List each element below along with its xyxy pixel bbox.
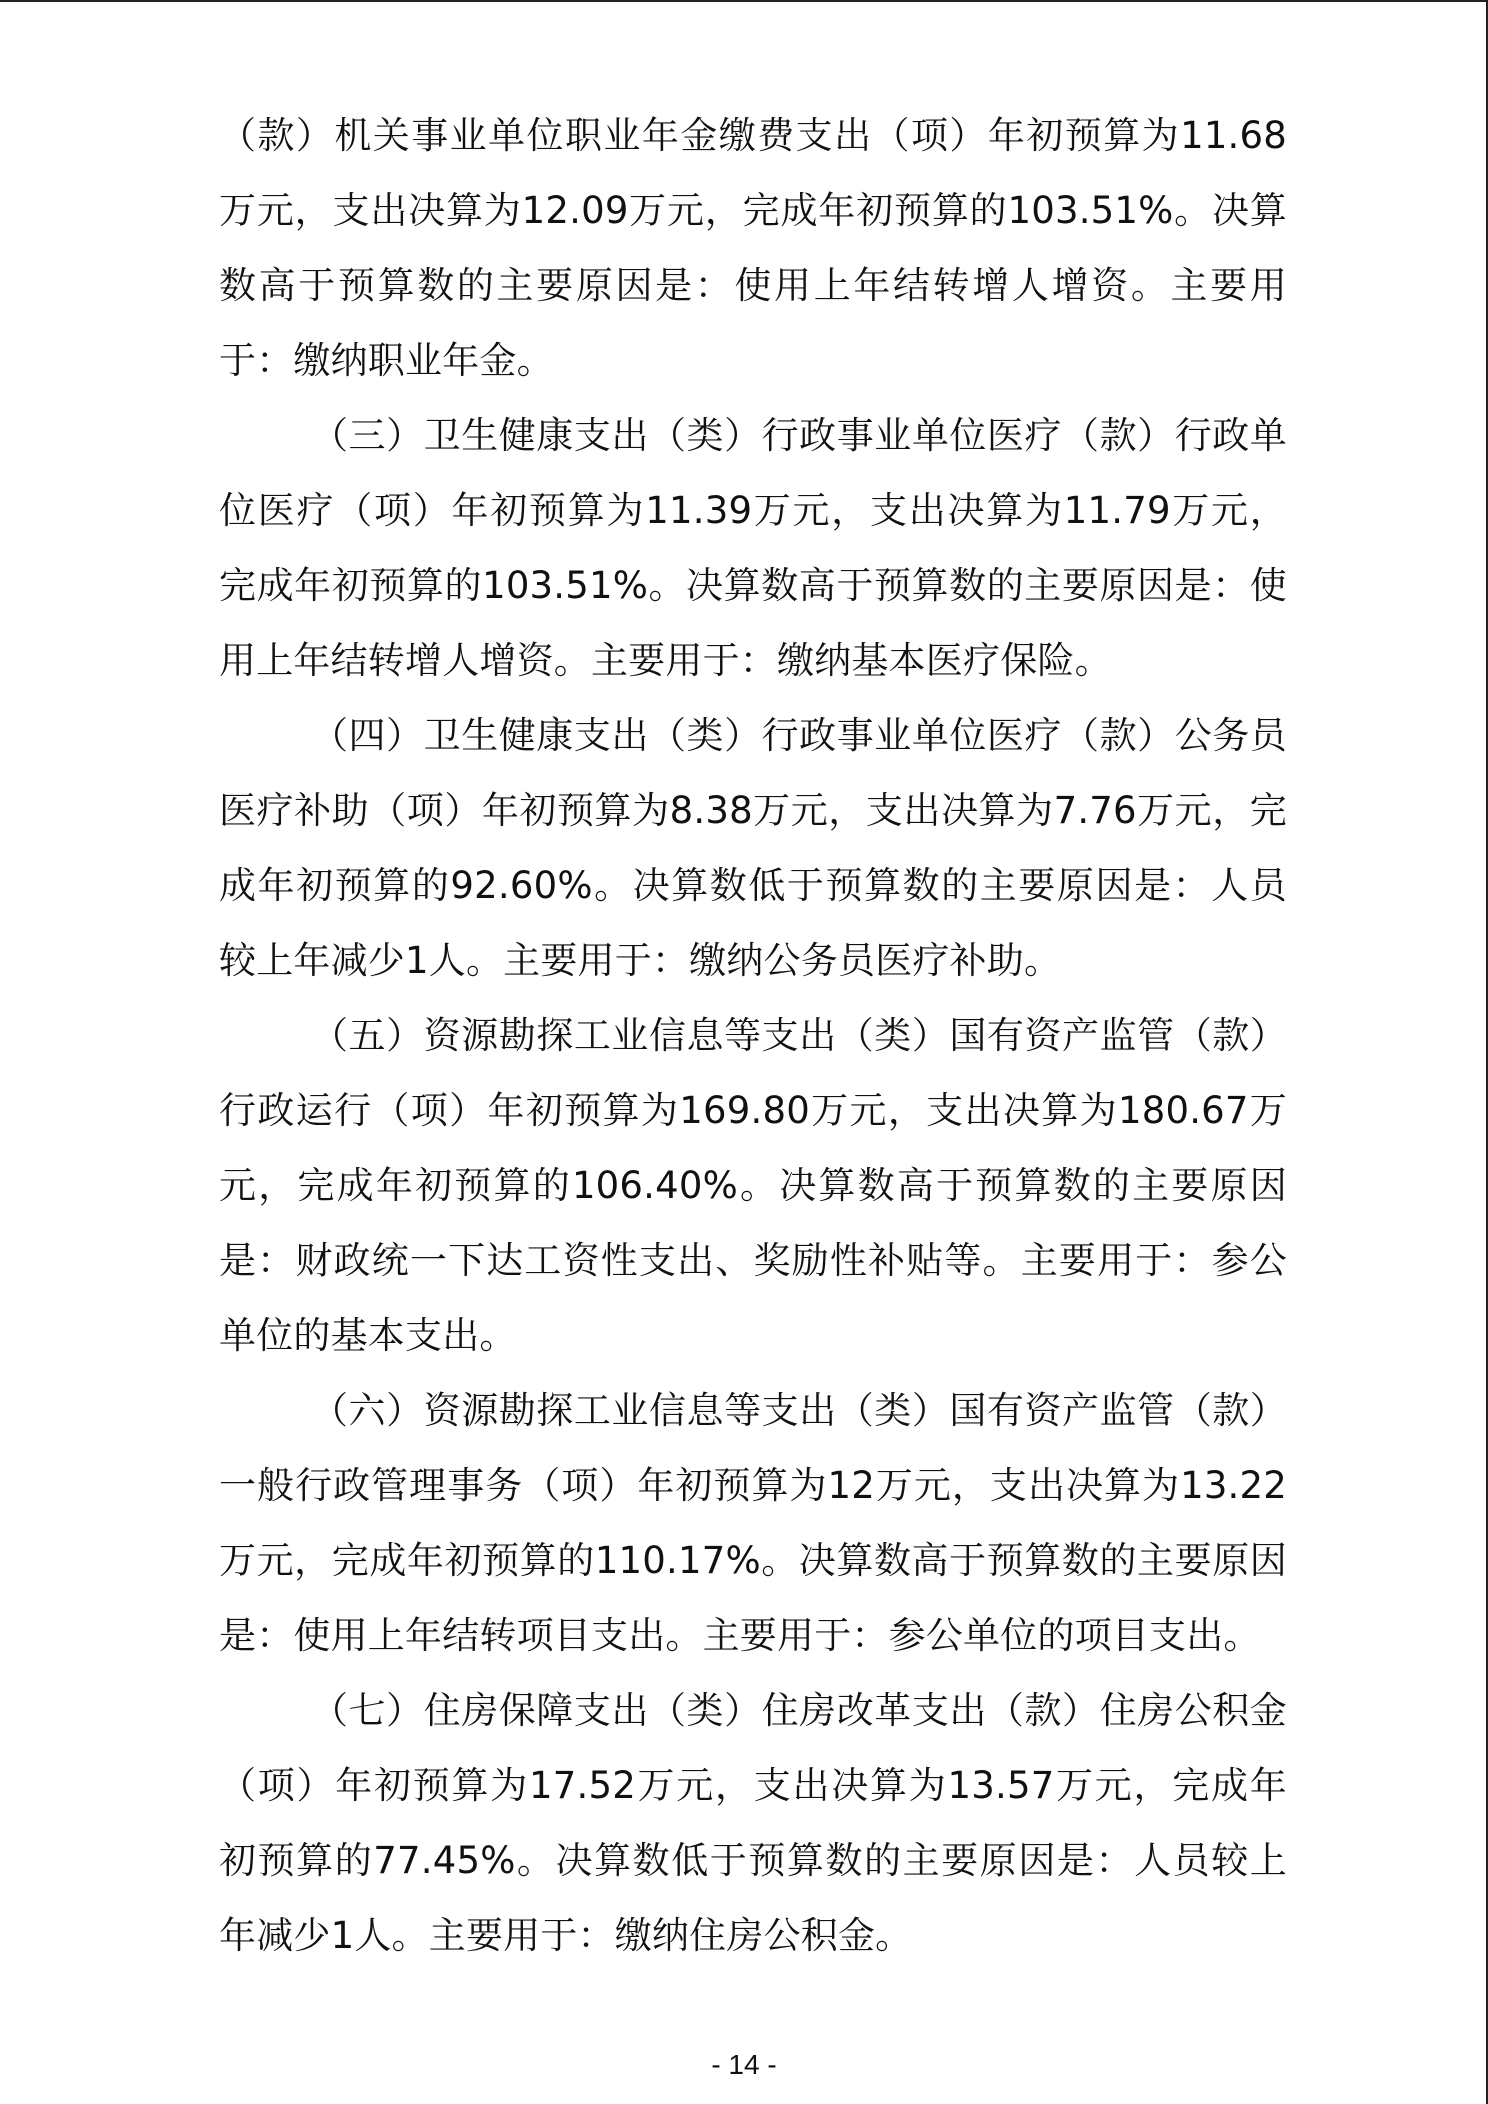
paragraph-administrative-medical: （三）卫生健康支出（类）行政事业单位医疗（款）行政单位医疗（项）年初预算为11.39万元，支出决算为11.79万元，完成年初预算的103.51%。决算数高于预算数的主要原因是：使用上年结转增人增资。主要用于：缴纳基本医疗保险。 — [219, 414, 1287, 682]
paragraph-pension-contribution: （款）机关事业单位职业年金缴费支出（项）年初预算为11.68万元，支出决算为12.09万元，完成年初预算的103.51%。决算数高于预算数的主要原因是：使用上年结转增人增资。主要用于：缴纳职业年金。 — [219, 114, 1287, 382]
paragraph-housing-provident-fund: （七）住房保障支出（类）住房改革支出（款）住房公积金（项）年初预算为17.52万元，支出决算为13.57万元，完成年初预算的77.45%。决算数低于预算数的主要原因是：人员较上年减少1人。主要用于：缴纳住房公积金。 — [219, 1689, 1287, 1957]
paragraph-civil-servant-medical-subsidy: （四）卫生健康支出（类）行政事业单位医疗（款）公务员医疗补助（项）年初预算为8.38万元，支出决算为7.76万元，完成年初预算的92.60%。决算数低于预算数的主要原因是：人员较上年减少1人。主要用于：缴纳公务员医疗补助。 — [219, 714, 1287, 982]
paragraph-general-administrative-affairs: （六）资源勘探工业信息等支出（类）国有资产监管（款）一般行政管理事务（项）年初预算为12万元，支出决算为13.22万元，完成年初预算的110.17%。决算数高于预算数的主要原因是：使用上年结转项目支出。主要用于：参公单位的项目支出。 — [219, 1389, 1287, 1657]
document-body — [219, 98, 1287, 1973]
page-number: - 14 - — [711, 2049, 777, 2080]
paragraph-administrative-operation: （五）资源勘探工业信息等支出（类）国有资产监管（款）行政运行（项）年初预算为169.80万元，支出决算为180.67万元，完成年初预算的106.40%。决算数高于预算数的主要原因是：财政统一下达工资性支出、奖励性补贴等。主要用于：参公单位的基本支出。 — [219, 1014, 1287, 1357]
